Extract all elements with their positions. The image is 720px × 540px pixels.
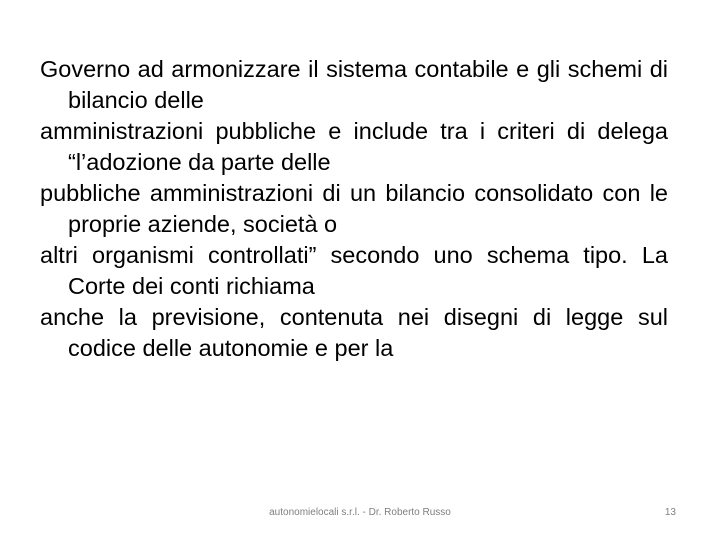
page-number: 13 [664, 507, 676, 518]
paragraph: pubbliche amministrazioni di un bilancio consolidato con le proprie aziende, società o [40, 180, 668, 237]
paragraph: Governo ad armonizzare il sistema contabile e gli schemi di bilancio delle [40, 56, 668, 113]
slide-body [40, 54, 668, 364]
paragraph: amministrazioni pubbliche e include tra i criteri di delega “l’adozione da parte delle [40, 118, 668, 175]
paragraph: anche la previsione, contenuta nei disegni di legge sul codice delle autonomie e per la [40, 304, 668, 361]
footer-text: autonomielocali s.r.l. - Dr. Roberto Russo [269, 507, 451, 518]
slide-footer [0, 507, 720, 523]
paragraph: altri organismi controllati” secondo uno schema tipo. La Corte dei conti richiama [40, 242, 668, 299]
